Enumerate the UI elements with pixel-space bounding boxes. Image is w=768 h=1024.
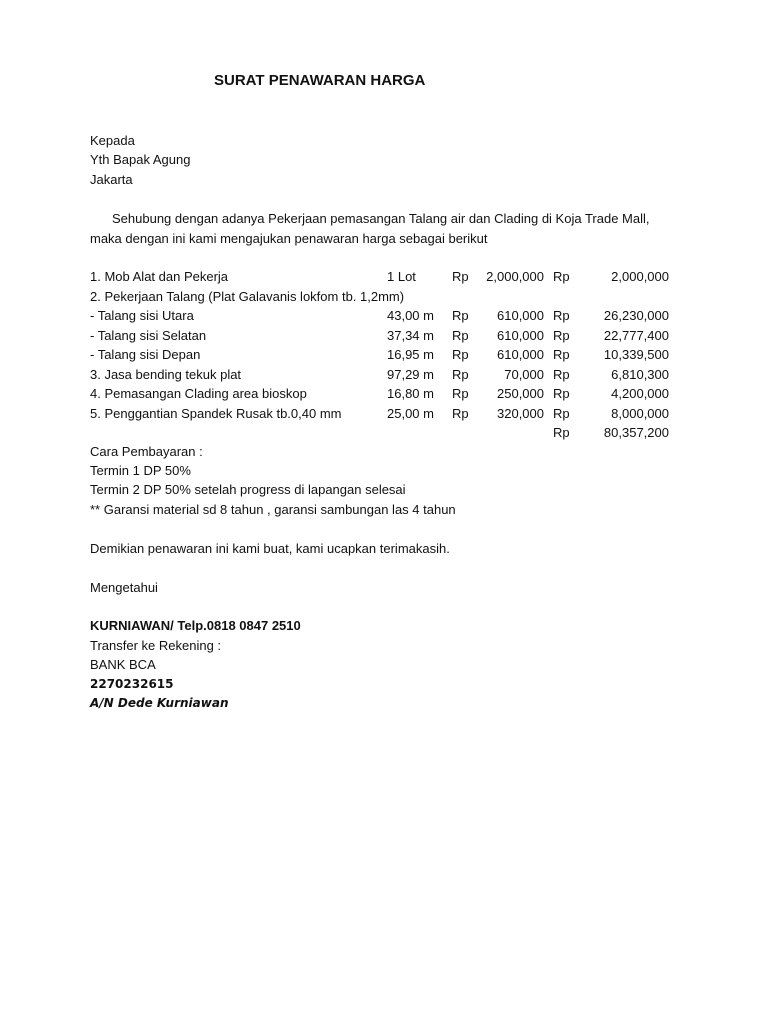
recipient-name: Yth Bapak Agung xyxy=(90,152,191,167)
item-total-currency: Rp xyxy=(553,366,570,382)
signatory-name-phone: KURNIAWAN/ Telp.0818 0847 2510 xyxy=(90,618,301,633)
table-row xyxy=(90,423,680,443)
table-row xyxy=(90,365,680,385)
item-unit-price: 2,000,000 xyxy=(486,269,544,284)
item-description: - Talang sisi Selatan xyxy=(90,327,207,343)
table-row xyxy=(90,267,680,287)
table-row xyxy=(90,404,680,424)
item-unit-price: 610,000 xyxy=(497,347,544,362)
item-unit-price: 610,000 xyxy=(497,308,544,323)
item-total-currency: Rp xyxy=(553,425,570,440)
account-number: 2270232615 xyxy=(90,677,174,691)
item-unit-price: 610,000 xyxy=(497,327,544,343)
item-unit-price: 320,000 xyxy=(497,405,544,421)
item-description: 1. Mob Alat dan Pekerja xyxy=(90,269,229,284)
item-quantity: 16,80 m xyxy=(387,386,434,401)
item-quantity: 25,00 m xyxy=(387,405,434,421)
item-description: - Talang sisi Utara xyxy=(90,308,194,323)
item-total-currency: Rp xyxy=(553,327,570,343)
item-total-currency: Rp xyxy=(553,269,570,284)
price-table xyxy=(90,267,680,443)
item-total: 2,000,000 xyxy=(611,269,669,284)
item-total: 10,339,500 xyxy=(603,347,669,362)
item-total: 6,810,300 xyxy=(611,366,669,382)
recipient-city: Jakarta xyxy=(90,172,133,187)
item-total-currency: Rp xyxy=(553,308,570,323)
item-total: 80,357,200 xyxy=(603,425,669,440)
item-currency: Rp xyxy=(452,269,469,284)
item-total: 26,230,000 xyxy=(603,308,669,323)
item-description: - Talang sisi Depan xyxy=(90,347,201,362)
table-row xyxy=(90,306,680,326)
bank-name: BANK BCA xyxy=(90,657,156,672)
item-quantity: 43,00 m xyxy=(387,308,434,323)
payment-term-2: Termin 2 DP 50% setelah progress di lapangan selesai xyxy=(90,482,406,497)
item-currency: Rp xyxy=(452,327,469,343)
item-description: 4. Pemasangan Clading area bioskop xyxy=(90,386,307,401)
item-total: 4,200,000 xyxy=(611,386,669,401)
item-currency: Rp xyxy=(452,386,469,401)
item-unit-price: 250,000 xyxy=(497,386,544,401)
table-row xyxy=(90,345,680,365)
item-description: 3. Jasa bending tekuk plat xyxy=(90,366,242,382)
item-total-currency: Rp xyxy=(553,386,570,401)
item-currency: Rp xyxy=(452,405,469,421)
table-row xyxy=(90,287,680,307)
payment-heading: Cara Pembayaran : xyxy=(90,444,203,459)
item-currency: Rp xyxy=(452,366,469,382)
item-unit-price: 70,000 xyxy=(504,366,544,382)
recipient-label: Kepada xyxy=(90,133,135,148)
item-total: 8,000,000 xyxy=(611,405,669,421)
document-title: SURAT PENAWARAN HARGA xyxy=(214,72,426,89)
intro-line-1: Sehubung dengan adanya Pekerjaan pemasangan Talang air dan Clading di Koja Trade Mall, xyxy=(112,211,650,226)
item-total-currency: Rp xyxy=(553,347,570,362)
closing-statement: Demikian penawaran ini kami buat, kami ucapkan terimakasih. xyxy=(90,541,450,556)
warranty-note: ** Garansi material sd 8 tahun , garansi sambungan las 4 tahun xyxy=(90,502,456,517)
transfer-label: Transfer ke Rekening : xyxy=(90,638,222,653)
account-holder: A/N Dede Kurniawan xyxy=(90,696,229,710)
item-description: 5. Penggantian Spandek Rusak tb.0,40 mm xyxy=(90,405,342,421)
item-quantity: 16,95 m xyxy=(387,347,434,362)
payment-term-1: Termin 1 DP 50% xyxy=(90,463,191,478)
item-quantity: 97,29 m xyxy=(387,366,434,382)
item-currency: Rp xyxy=(452,308,469,323)
table-row xyxy=(90,384,680,404)
item-total-currency: Rp xyxy=(553,405,570,421)
item-quantity: 37,34 m xyxy=(387,327,434,343)
table-row xyxy=(90,326,680,346)
item-currency: Rp xyxy=(452,347,469,362)
acknowledge-label: Mengetahui xyxy=(90,580,158,595)
intro-line-2: maka dengan ini kami mengajukan penawaran harga sebagai berikut xyxy=(90,231,488,246)
item-total: 22,777,400 xyxy=(603,327,669,343)
item-description: 2. Pekerjaan Talang (Plat Galavanis lokfom tb. 1,2mm) xyxy=(90,288,405,304)
item-quantity: 1 Lot xyxy=(387,269,416,284)
